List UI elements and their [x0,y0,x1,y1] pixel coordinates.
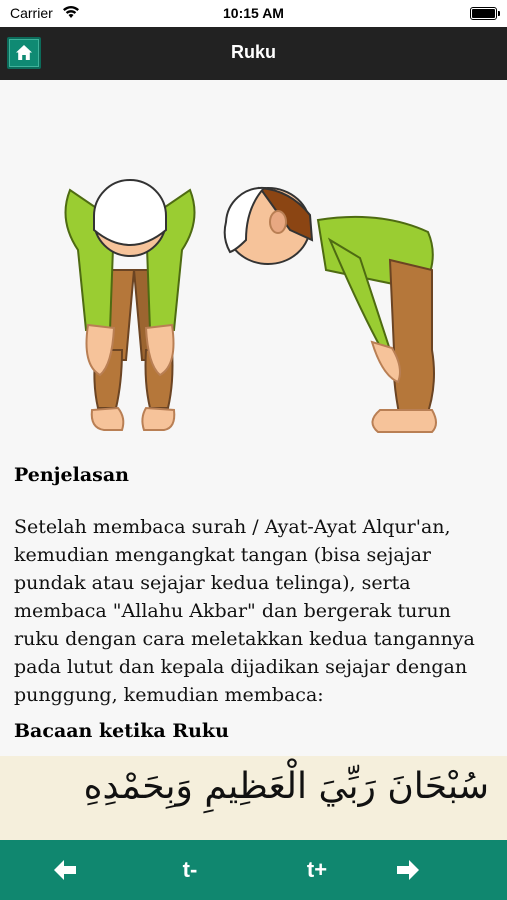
ruku-illustration [60,160,455,460]
explanation-heading: Penjelasan [14,464,129,486]
bottom-toolbar [0,840,507,900]
text-larger-button[interactable] [299,852,335,888]
arabic-recitation: سُبْحَانَ رَبِّيَ الْعَظِيمِ وَبِحَمْدِهِ [83,766,489,807]
nav-bar [0,27,507,80]
text-smaller-label: t- [182,857,198,882]
previous-button[interactable] [46,852,82,888]
next-button[interactable] [389,852,425,888]
carrier-label: Carrier [10,5,53,21]
page-title: Ruku [231,42,276,62]
arrow-right-icon [397,860,419,880]
text-smaller-button[interactable] [172,852,208,888]
arrow-left-icon [54,860,76,880]
battery-icon [470,7,497,20]
text-larger-label: t+ [306,857,328,882]
status-bar [0,0,507,27]
front-view-figure [66,180,195,430]
status-time: 10:15 AM [223,5,284,21]
side-view-figure [225,188,436,432]
recitation-heading: Bacaan ketika Ruku [14,720,229,742]
content-area[interactable] [0,80,507,756]
arabic-recitation-panel [0,756,507,840]
explanation-text: Setelah membaca surah / Ayat-Ayat Alqur'an, kemudian mengangkat tangan (bisa sejajar pundak atau sejajar kedua telinga), serta membaca "Allahu Akbar" dan bergerak turun ruku dengan cara meletakkan kedua tangannya pada lutut dan kepala dijadikan sejajar dengan punggung, kemudian membaca: [14,516,475,706]
